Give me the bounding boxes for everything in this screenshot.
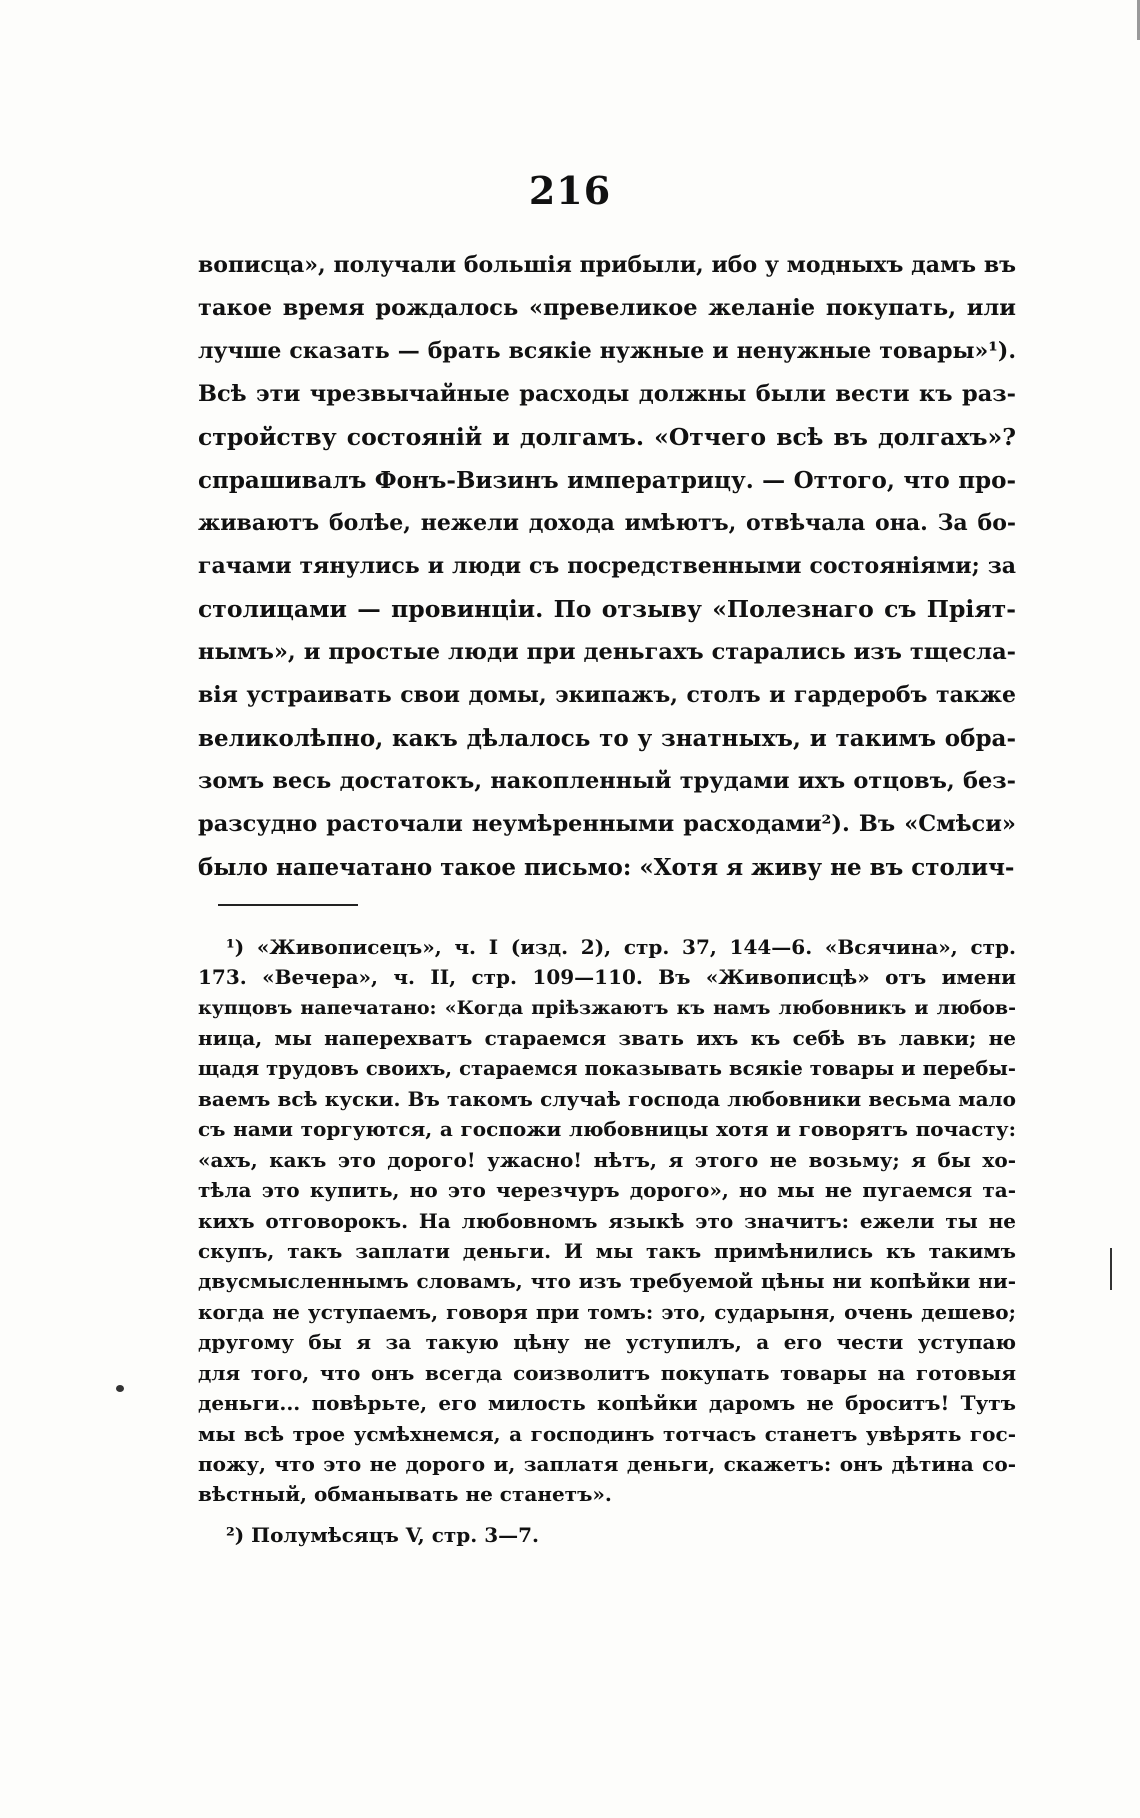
footnote-line: кихъ отговорокъ. На любовномъ языкѣ это значитъ: ежели ты не — [198, 1208, 1016, 1233]
footnote-line: съ нами торгуются, а госпожи любовницы хотя и говорятъ почасту: — [198, 1117, 1016, 1142]
text-line: было напечатано такое письмо: «Хотя я живу не въ столич- — [198, 854, 1015, 881]
footnote-line: 173. «Вечера», ч. II, стр. 109—110. Въ «Живописцѣ» отъ имени — [198, 965, 1016, 990]
footnote-line: пожу, что это не дорого и, заплатя деньги, скажетъ: онъ дѣтина со- — [198, 1451, 1016, 1476]
footnote-line: мы всѣ трое усмѣхнемся, а господинъ тотчасъ станетъ увѣрять гос- — [198, 1421, 1016, 1446]
footnote-1 — [198, 932, 1016, 1510]
text-line: лучше сказать — брать всякіе нужные и ненужные товары»¹). — [198, 338, 1016, 364]
footnote-line: ¹) «Живописецъ», ч. I (изд. 2), стр. 37, 144—6. «Всячина», стр. — [226, 935, 1016, 959]
text-line: столицами — провинціи. По отзыву «Полезнаго съ Пріят- — [198, 595, 1016, 623]
text-line: вописца», получали большія прибыли, ибо у модныхъ дамъ въ — [198, 252, 1016, 278]
text-line: гачами тянулись и люди съ посредственными состояніями; за — [198, 553, 1016, 579]
footnote-divider — [218, 904, 358, 906]
text-line: стройству состояній и долгамъ. «Отчего всѣ въ долгахъ»? — [198, 423, 1016, 451]
text-line: Всѣ эти чрезвычайные расходы должны были вести къ раз- — [198, 381, 1016, 407]
text-line: вія устраивать свои домы, экипажъ, столъ и гардеробъ также — [198, 682, 1016, 708]
footnote-line: вѣстный, обманывать не станетъ». — [198, 1482, 612, 1507]
footnote-line: скупъ, такъ заплати деньги. И мы такъ примѣнились къ такимъ — [198, 1239, 1016, 1264]
footnote-line: «ахъ, какъ это дорого! ужасно! нѣтъ, я этого не возьму; я бы хо- — [198, 1147, 1016, 1172]
footnote-line: тѣла это купить, но это черезчуръ дорого», но мы не пугаемся та- — [198, 1178, 1016, 1203]
footnote-line: двусмысленнымъ словамъ, что изъ требуемой цѣны ни копѣйки ни- — [198, 1269, 1016, 1294]
footnote-line: щадя трудовъ своихъ, стараемся показывать всякіе товары и перебы- — [198, 1056, 1016, 1080]
text-line: живаютъ болѣе, нежели дохода имѣютъ, отвѣчала она. За бо- — [198, 510, 1016, 536]
text-line: великолѣпно, какъ дѣлалось то у знатныхъ, и такимъ обра- — [198, 725, 1016, 752]
text-line: зомъ весь достатокъ, накопленный трудами ихъ отцовъ, без- — [198, 768, 1016, 794]
footnote-2 — [198, 1520, 1016, 1550]
text-line: спрашивалъ Фонъ-Визинъ императрицу. — Оттого, что про- — [198, 467, 1016, 494]
footnote-line: когда не уступаемъ, говоря при томъ: это, сударыня, очень дешево; — [198, 1299, 1016, 1324]
page-number: 216 — [528, 168, 612, 213]
footnote-line: деньги... повѣрьте, его милость копѣйки даромъ не броситъ! Тутъ — [198, 1391, 1016, 1416]
text-line: такое время рождалось «превеликое желаніе покупать, или — [198, 295, 1016, 321]
footnote-line: ²) Полумѣсяцъ V, стр. 3—7. — [226, 1522, 540, 1547]
text-line: нымъ», и простые люди при деньгахъ старались изъ тщесла- — [198, 639, 1016, 665]
margin-bar — [1110, 1248, 1112, 1290]
text-line: разсудно расточали неумѣренными расходами²). Въ «Смѣси» — [198, 811, 1016, 837]
footnote-line: другому бы я за такую цѣну не уступилъ, а его чести уступаю — [198, 1330, 1016, 1355]
footnote-line: ваемъ всѣ куски. Въ такомъ случаѣ господа любовники весьма мало — [198, 1087, 1016, 1112]
main-text — [198, 244, 1016, 889]
footnote-line: для того, что онъ всегда соизволитъ покупать товары на готовыя — [198, 1360, 1016, 1385]
margin-dot — [116, 1385, 124, 1392]
footnote-line: ница, мы наперехватъ стараемся звать ихъ къ себѣ въ лавки; не — [198, 1026, 1016, 1051]
footnote-line: купцовъ напечатано: «Когда пріѣзжаютъ къ намъ любовникъ и любов- — [198, 996, 1016, 1019]
footnotes — [198, 932, 1016, 1550]
